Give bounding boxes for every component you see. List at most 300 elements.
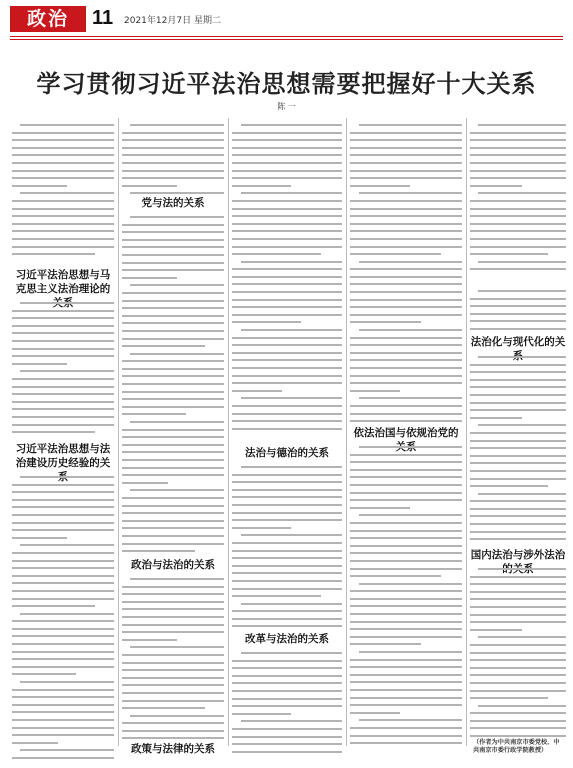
text-line (232, 276, 342, 278)
body-text (232, 124, 342, 434)
text-line (350, 507, 410, 509)
text-line (470, 147, 566, 149)
text-line (359, 514, 462, 516)
text-line (350, 344, 462, 346)
text-line (241, 124, 342, 126)
text-line (241, 329, 342, 331)
text-line (122, 246, 224, 248)
body-text (12, 476, 114, 760)
text-line (130, 284, 224, 286)
text-line (12, 393, 114, 395)
text-line (470, 371, 566, 373)
text-line (350, 476, 462, 478)
text-line (12, 651, 114, 653)
text-line (232, 428, 342, 430)
text-line (12, 147, 114, 149)
text-line (122, 444, 224, 446)
text-line (122, 307, 224, 309)
text-line (12, 628, 114, 630)
text-line (232, 230, 342, 232)
text-line (122, 497, 224, 499)
text-line (122, 224, 224, 226)
text-line (12, 529, 114, 531)
body-text (122, 124, 224, 196)
text-line (232, 580, 342, 582)
text-line (130, 216, 224, 218)
text-line (232, 200, 342, 202)
text-line (478, 636, 566, 638)
text-line (232, 321, 301, 323)
text-line (130, 646, 224, 648)
body-text (470, 124, 566, 274)
text-line (12, 416, 114, 418)
text-line (470, 313, 566, 315)
text-line (12, 484, 114, 486)
text-line (232, 223, 342, 225)
text-line (122, 654, 224, 656)
text-line (12, 658, 114, 660)
text-line (232, 751, 342, 753)
text-line (470, 200, 566, 202)
text-line (122, 360, 224, 362)
text-line (350, 170, 462, 172)
text-line (359, 397, 462, 399)
text-line (232, 375, 342, 377)
text-line (12, 575, 114, 577)
text-line (350, 246, 462, 248)
text-line (12, 605, 95, 607)
text-line (12, 711, 114, 713)
text-line (470, 682, 566, 684)
text-line (350, 375, 462, 377)
text-line (232, 736, 342, 738)
column-divider (118, 118, 119, 746)
text-line (232, 154, 342, 156)
text-line (232, 504, 342, 506)
text-line (232, 595, 321, 597)
text-line (12, 132, 114, 134)
text-line (12, 340, 114, 342)
text-line (470, 697, 548, 699)
text-line (470, 591, 566, 593)
text-line (232, 382, 342, 384)
text-line (470, 462, 566, 464)
text-line (20, 370, 114, 372)
text-line (350, 291, 462, 293)
text-line (350, 454, 462, 456)
text-line (350, 628, 462, 630)
text-line (470, 523, 566, 525)
text-line (130, 578, 224, 580)
text-line (350, 742, 462, 744)
text-line (470, 667, 566, 669)
text-line (122, 616, 224, 618)
text-line (470, 402, 566, 404)
text-line (12, 598, 114, 600)
text-line (359, 446, 462, 448)
text-line (470, 690, 566, 692)
text-line (12, 620, 114, 622)
text-line (122, 162, 224, 164)
text-line (232, 177, 342, 179)
text-line (350, 492, 462, 494)
text-line (12, 408, 114, 410)
text-line (470, 185, 522, 187)
text-line (350, 139, 462, 141)
text-line (241, 397, 342, 399)
text-line (122, 436, 224, 438)
text-line (122, 254, 224, 256)
text-line (12, 491, 114, 493)
text-line (122, 315, 224, 317)
text-line (232, 705, 342, 707)
text-line (470, 253, 548, 255)
text-line (12, 522, 114, 524)
text-line (470, 320, 566, 322)
text-line (12, 310, 114, 312)
text-line (232, 625, 342, 627)
text-line (232, 572, 342, 574)
text-line (232, 147, 342, 149)
text-line (470, 583, 566, 585)
text-line (470, 614, 566, 616)
text-line (12, 230, 114, 232)
text-line (12, 696, 114, 698)
text-line (130, 421, 224, 423)
section-heading: 依法治国与依规治党的 (353, 427, 459, 439)
text-line (232, 420, 342, 422)
text-line (350, 659, 462, 661)
body-text (232, 652, 342, 756)
text-line (12, 537, 67, 539)
text-line (350, 420, 462, 422)
text-line (470, 162, 566, 164)
text-line (350, 321, 421, 323)
text-line (232, 682, 342, 684)
text-line (350, 283, 462, 285)
text-line (130, 489, 224, 491)
text-line (12, 552, 114, 554)
section-label: 政治 (10, 6, 86, 32)
text-line (122, 147, 224, 149)
text-line (20, 192, 114, 194)
text-line (12, 238, 114, 240)
text-line (232, 306, 342, 308)
text-line (470, 305, 566, 307)
text-line (232, 557, 342, 559)
text-line (350, 306, 462, 308)
text-line (470, 659, 566, 661)
text-line (350, 177, 462, 179)
text-line (232, 413, 342, 415)
text-line (350, 605, 462, 607)
page-number: 11 (92, 7, 114, 29)
text-line (232, 618, 342, 620)
text-line (470, 538, 566, 540)
text-line (470, 727, 566, 729)
text-line (350, 185, 410, 187)
column-divider (228, 118, 229, 746)
text-line (122, 292, 224, 294)
text-line (350, 681, 462, 683)
text-line (350, 689, 462, 691)
text-line (122, 459, 224, 461)
text-line (12, 560, 114, 562)
text-line (232, 344, 342, 346)
text-line (122, 677, 224, 679)
masthead-rule-secondary (10, 39, 563, 40)
text-line (350, 590, 462, 592)
text-line (350, 299, 462, 301)
text-line (470, 720, 566, 722)
text-line (122, 482, 168, 484)
text-line (470, 531, 566, 533)
text-line (350, 568, 462, 570)
text-line (359, 329, 462, 331)
text-line (130, 715, 224, 717)
text-line (350, 530, 462, 532)
section-heading: 习近平法治思想与法治建设历史经验的关 (15, 443, 111, 469)
text-line (359, 719, 462, 721)
text-line (232, 367, 342, 369)
text-line (359, 192, 462, 194)
text-line (350, 712, 400, 714)
text-line (12, 673, 76, 675)
text-line (12, 727, 114, 729)
text-line (470, 223, 566, 225)
text-line (350, 735, 462, 737)
text-line (12, 317, 114, 319)
text-line (122, 132, 224, 134)
text-line (122, 170, 224, 172)
text-line (470, 712, 566, 714)
text-line (122, 550, 195, 552)
text-line (232, 139, 342, 141)
text-line (122, 338, 224, 340)
text-line (241, 466, 342, 468)
text-line (359, 651, 462, 653)
text-line (470, 485, 548, 487)
text-line (130, 124, 224, 126)
text-line (350, 643, 421, 645)
text-line (232, 208, 342, 210)
text-line (12, 170, 114, 172)
text-line (470, 674, 566, 676)
text-line (350, 253, 441, 255)
text-line (350, 223, 462, 225)
text-line (350, 636, 462, 638)
text-line (232, 675, 342, 677)
body-text (12, 302, 114, 434)
text-line (122, 239, 224, 241)
column-divider (466, 118, 467, 746)
text-line (470, 246, 566, 248)
text-line (350, 367, 462, 369)
text-line (12, 424, 114, 426)
author-note: （作者为中共南京市委党校、中共南京市委行政学院教授） (473, 739, 560, 754)
text-line (232, 550, 342, 552)
text-line (122, 593, 224, 595)
text-line (122, 586, 224, 588)
text-line (470, 447, 566, 449)
text-line (12, 200, 114, 202)
text-line (232, 512, 342, 514)
text-line (470, 576, 566, 578)
body-text (122, 216, 224, 556)
text-line (12, 162, 114, 164)
text-line (12, 363, 67, 365)
body-text (470, 568, 566, 738)
text-line (470, 621, 566, 623)
text-line (232, 660, 342, 662)
text-line (232, 215, 342, 217)
text-line (12, 704, 114, 706)
text-line (232, 690, 342, 692)
text-line (122, 535, 224, 537)
text-line (350, 499, 462, 501)
text-line (122, 730, 224, 732)
text-line (470, 230, 566, 232)
text-line (470, 170, 566, 172)
text-line (350, 413, 462, 415)
text-line (470, 735, 566, 737)
body-text (12, 124, 114, 259)
text-line (122, 398, 224, 400)
text-line (12, 154, 114, 156)
text-line (350, 147, 462, 149)
text-line (12, 185, 67, 187)
text-line (350, 727, 462, 729)
text-line (232, 253, 321, 255)
text-line (232, 527, 291, 529)
text-line (470, 598, 566, 600)
text-line (122, 277, 177, 279)
text-line (232, 481, 342, 483)
text-line (232, 542, 342, 544)
text-line (470, 215, 566, 217)
text-line (470, 432, 566, 434)
text-line (232, 405, 342, 407)
text-line (350, 154, 462, 156)
text-line (241, 603, 342, 605)
text-line (20, 613, 114, 615)
text-line (122, 231, 224, 233)
text-line (232, 246, 342, 248)
text-line (350, 461, 462, 463)
text-line (359, 124, 462, 126)
text-line (241, 652, 342, 654)
text-line (122, 520, 224, 522)
text-line (478, 124, 566, 126)
text-line (232, 314, 342, 316)
text-line (122, 322, 224, 324)
body-text (350, 124, 462, 424)
text-line (122, 692, 224, 694)
text-line (122, 662, 224, 664)
text-line (478, 356, 566, 358)
text-line (232, 713, 291, 715)
text-line (122, 451, 224, 453)
text-line (350, 545, 462, 547)
text-line (350, 238, 462, 240)
text-line (470, 268, 566, 270)
text-line (478, 261, 566, 263)
text-line (232, 743, 342, 745)
text-line (232, 132, 342, 134)
text-line (12, 742, 58, 744)
section-heading: 政策与法律的关系 (131, 743, 215, 755)
text-line (232, 474, 342, 476)
section-heading: 改革与法治的关系 (245, 633, 329, 645)
text-line (20, 476, 114, 478)
text-line (470, 652, 566, 654)
text-line (241, 261, 342, 263)
text-line (122, 429, 224, 431)
text-line (122, 406, 224, 408)
text-line (350, 268, 462, 270)
text-line (470, 644, 566, 646)
text-line (130, 192, 224, 194)
section-heading: 政治与法治的关系 (131, 559, 215, 571)
text-line (122, 262, 224, 264)
text-line (350, 613, 462, 615)
text-line (122, 639, 177, 641)
text-line (12, 139, 114, 141)
text-line (20, 681, 114, 683)
text-line (350, 390, 400, 392)
text-line (350, 208, 462, 210)
text-line (478, 192, 566, 194)
text-line (122, 722, 224, 724)
text-line (122, 300, 224, 302)
text-line (12, 208, 114, 210)
text-line (12, 348, 114, 350)
text-line (232, 728, 342, 730)
text-line (232, 519, 342, 521)
text-line (122, 330, 224, 332)
text-line (350, 337, 462, 339)
text-line (122, 368, 224, 370)
text-line (350, 666, 462, 668)
text-line (12, 643, 114, 645)
text-line (478, 568, 566, 570)
text-line (350, 359, 462, 361)
text-line (470, 386, 566, 388)
text-line (470, 409, 566, 411)
text-line (12, 666, 114, 668)
text-line (470, 508, 566, 510)
text-line (470, 394, 566, 396)
text-line (470, 629, 522, 631)
text-line (122, 413, 186, 415)
text-line (12, 386, 114, 388)
text-line (350, 314, 462, 316)
text-line (12, 734, 114, 736)
text-line (122, 375, 224, 377)
text-line (12, 401, 114, 403)
section-heading: 党与法的关系 (141, 197, 205, 209)
text-line (122, 474, 224, 476)
text-line (470, 328, 566, 330)
text-line (470, 515, 566, 517)
text-line (232, 496, 342, 498)
text-line (232, 489, 342, 491)
text-line (350, 560, 462, 562)
text-line (12, 177, 114, 179)
text-line (470, 417, 522, 419)
text-line (470, 177, 566, 179)
text-line (470, 500, 566, 502)
